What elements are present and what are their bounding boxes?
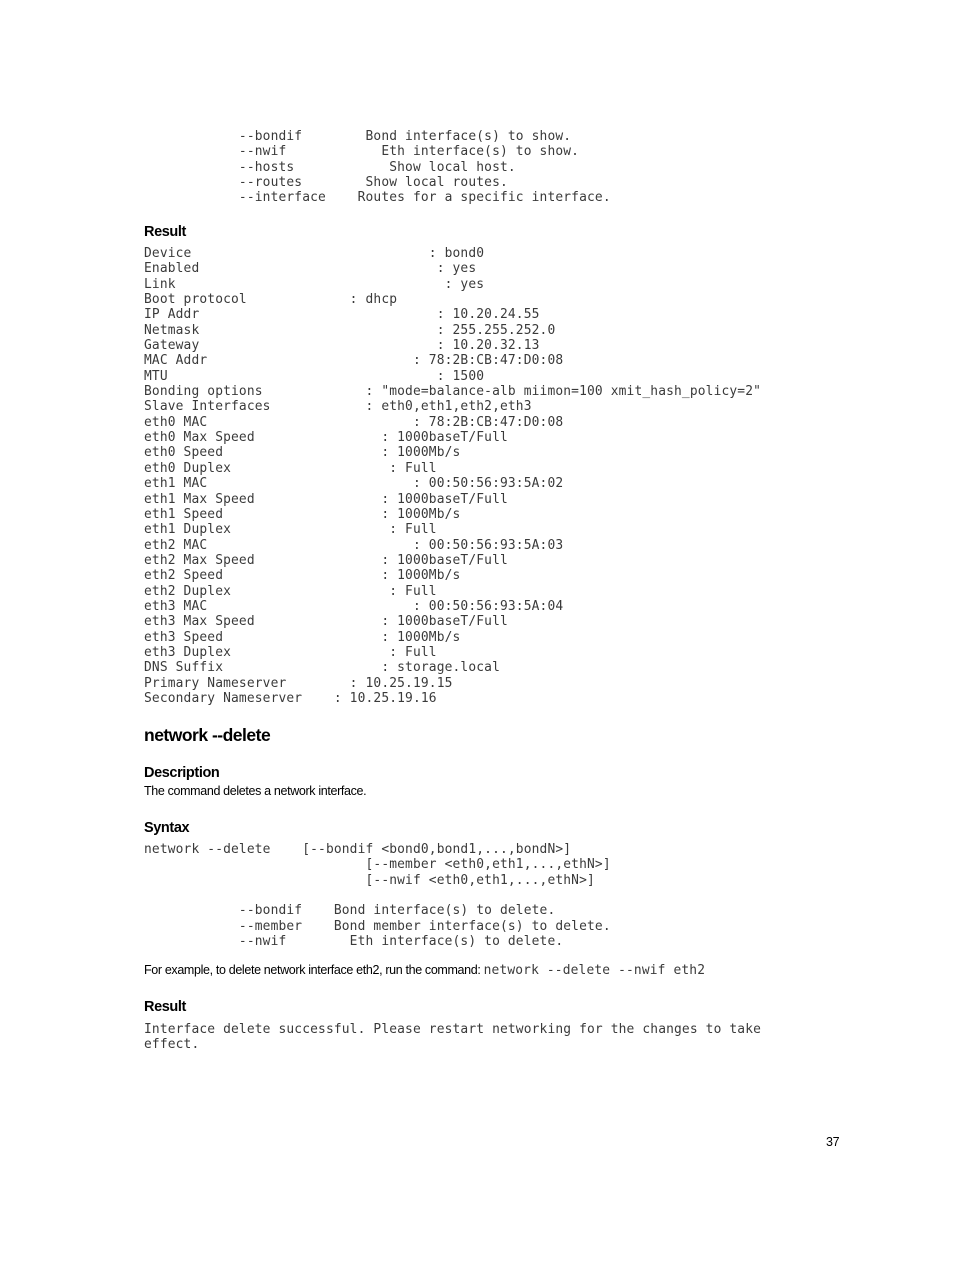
example-paragraph <box>144 963 705 978</box>
result-heading: Result <box>144 224 186 240</box>
page-number: 37 <box>826 1135 840 1149</box>
show-options-code-block: --bondif Bond interface(s) to show. --nwif Eth interface(s) to show. --hosts Show local host. --routes Show local routes. --interface Routes for a specific interface. <box>238 129 611 206</box>
example-inline-code: network --delete --nwif eth2 <box>483 963 706 978</box>
description-text: The command deletes a network interface. <box>144 784 367 798</box>
example-text: For example, to delete network interface eth2, run the command: <box>144 963 484 977</box>
delete-result-code-block: Interface delete successful. Please restart networking for the changes to take effect. <box>144 1022 762 1053</box>
network-show-result-code-block: Device : bond0 Enabled : yes Link : yes Boot protocol : dhcp IP Addr : 10.20.24.55 Netmask : 255.255.252.0 Gateway : 10.20.32.13 MAC Addr : 78:2B:CB:47:D0:08 MTU : 1500 Bonding options : "mode=balance-alb miimon=100 xmit_hash_policy=2" Slave Interfaces : eth0,eth1,eth2,eth3 eth0 MAC : 78:2B:CB:47:D0:08 eth0 Max Speed : 1000baseT/Full eth0 Speed : 1000Mb/s eth0 Duplex : Full eth1 MAC : 00:50:56:93:5A:02 eth1 Max Speed : 1000baseT/Full eth1 Speed : 1000Mb/s eth1 Duplex : Full eth2 MAC : 00:50:56:93:5A:03 eth2 Max Speed : 1000baseT/Full eth2 Speed : 1000Mb/s eth2 Duplex : Full eth3 MAC : 00:50:56:93:5A:04 eth3 Max Speed : 1000baseT/Full eth3 Speed : 1000Mb/s eth3 Duplex : Full DNS Suffix : storage.local Primary Nameserver : 10.25.19.15 Secondary Nameserver : 10.25.19.16 <box>144 246 762 706</box>
section-title: network --delete <box>144 725 271 745</box>
syntax-code-block: network --delete [--bondif <bond0,bond1,...,bondN>] [--member <eth0,eth1,...,ethN>] [--nwif <eth0,eth1,...,ethN>] --bondif Bond interface(s) to delete. --member Bond member interface(s) to delete. --nwif Eth interface(s) to delete. <box>144 842 611 950</box>
description-heading: Description <box>144 765 220 781</box>
syntax-heading: Syntax <box>144 820 190 836</box>
result-heading-2: Result <box>144 999 186 1015</box>
